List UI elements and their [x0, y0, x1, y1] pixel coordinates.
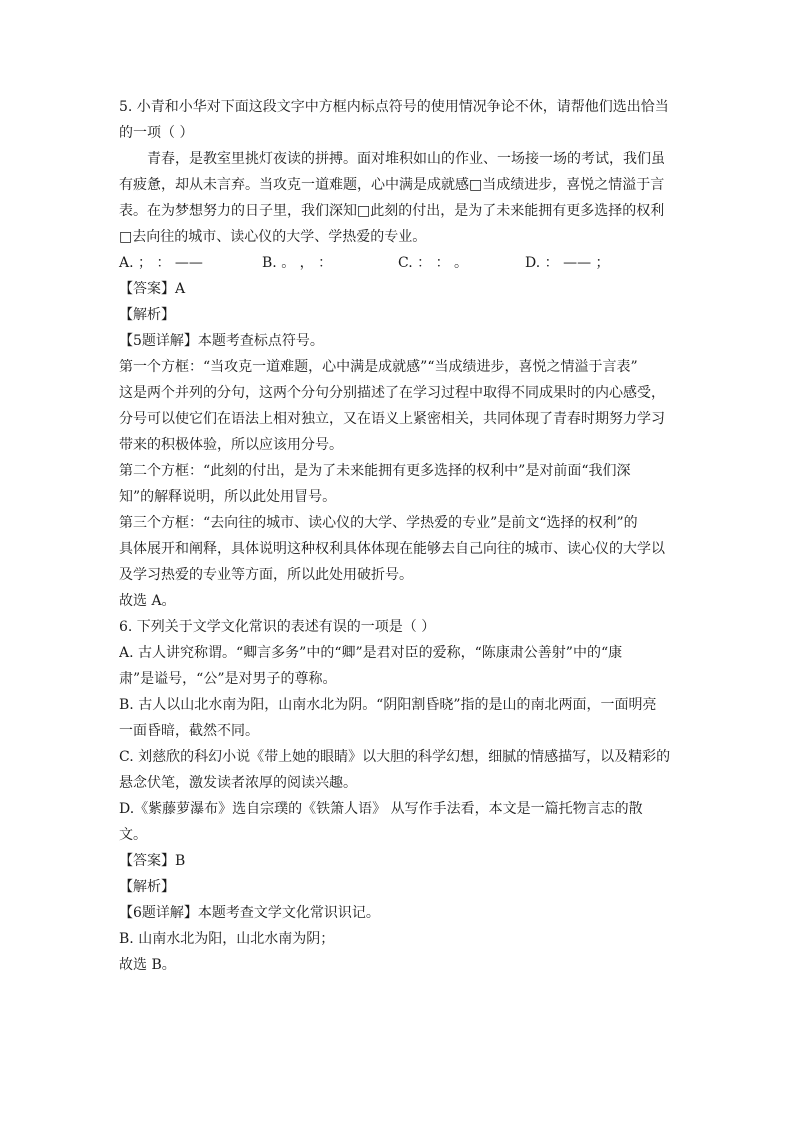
- q5-box1-line-2: 这是两个并列的分句，这两个分句分别描述了在学习过程中取得不同成果时的内心感受，: [119, 385, 665, 401]
- q6-option-a-line-1: A. 古人讲究称谓。“卿言多务”中的“卿”是君对臣的爱称，“陈康肃公善射”中的“康: [119, 645, 623, 661]
- q5-passage-line-4: □去向往的城市、读心仪的大学、学热爱的专业。: [119, 229, 427, 245]
- q6-explain: B. 山南水北为阳，山北水南为阴；: [119, 931, 335, 947]
- q5-box1-line-4: 带来的积极体验，所以应该用分号。: [119, 437, 343, 453]
- q5-option-c: C. ： ： 。: [398, 255, 469, 271]
- q5-stem-line-2: 的一项（ ）: [119, 125, 194, 141]
- q5-box3-line-1: 第三个方框：“去向往的城市、读心仪的大学、学热爱的专业”是前文“选择的权利”的: [119, 515, 638, 531]
- q5-box1-line-3: 分号可以使它们在语法上相对独立，又在语义上紧密相关，共同体现了青春时期努力学习: [119, 411, 665, 427]
- q6-answer: 【答案】B: [119, 853, 186, 869]
- q5-choose: 故选 A。: [119, 593, 176, 609]
- q5-answer: 【答案】A: [119, 281, 186, 297]
- q6-detail-title: 【6题详解】本题考查文学文化常识识记。: [119, 905, 380, 921]
- q5-box3-line-2: 具体展开和阐释，具体说明这种权利具体体现在能够去自己向往的城市、读心仪的大学以: [119, 541, 665, 557]
- q6-option-d-line-1: D.《紫藤萝瀑布》选自宗璞的《铁箫人语》 从写作手法看，本文是一篇托物言志的散: [119, 801, 643, 817]
- q6-stem: 6. 下列关于文学文化常识的表述有误的一项是（ ）: [119, 619, 436, 635]
- q6-option-c-line-1: C. 刘慈欣的科幻小说《带上她的眼睛》以大胆的科学幻想，细腻的情感描写，以及精彩的: [119, 749, 671, 765]
- q5-options: [119, 250, 675, 276]
- q6-option-a-line-2: 肃”是谥号，“公”是对男子的尊称。: [119, 671, 337, 687]
- q5-box3-line-3: 及学习热爱的专业等方面，所以此处用破折号。: [119, 567, 413, 583]
- q5-option-b: B. 。 ， ：: [262, 255, 333, 271]
- document-page: [119, 94, 675, 978]
- q5-option-a: A. ； ： ——: [119, 255, 203, 271]
- q5-box1-line-1: 第一个方框：“当攻克一道难题，心中满是成就感”“当成绩进步，喜悦之情溢于言表”: [119, 359, 638, 375]
- q6-option-c-line-2: 悬念伏笔，激发读者浓厚的阅读兴趣。: [119, 775, 357, 791]
- q6-option-d-line-2: 文。: [119, 827, 147, 843]
- q5-option-d: D. ： —— ；: [525, 255, 610, 271]
- q5-passage-line-1: 青春，是教室里挑灯夜读的拼搏。面对堆积如山的作业、一场接一场的考试，我们虽: [147, 151, 665, 167]
- q5-box2-line-2: 知”的解释说明，所以此处用冒号。: [119, 489, 337, 505]
- q5-passage-line-3: 表。在为梦想努力的日子里，我们深知□此刻的付出，是为了未来能拥有更多选择的权利: [119, 203, 665, 219]
- q5-stem-line-1: 5. 小青和小华对下面这段文字中方框内标点符号的使用情况争论不休，请帮他们选出恰当: [119, 99, 669, 115]
- q5-detail-title: 【5题详解】本题考查标点符号。: [119, 333, 324, 349]
- q6-analysis-title: 【解析】: [119, 879, 175, 895]
- q6-option-b-line-2: 一面昏暗，截然不同。: [119, 723, 259, 739]
- q6-choose: 故选 B。: [119, 957, 176, 973]
- q5-box2-line-1: 第二个方框：“此刻的付出，是为了未来能拥有更多选择的权利中”是对前面“我们深: [119, 463, 631, 479]
- q6-option-b-line-1: B. 古人以山北水南为阳，山南水北为阴。“阴阳割昏晓”指的是山的南北两面，一面明亮: [119, 697, 657, 713]
- q5-analysis-title: 【解析】: [119, 307, 175, 323]
- q5-passage-line-2: 有疲惫，却从未言弃。当攻克一道难题，心中满是成就感□当成绩进步，喜悦之情溢于言: [119, 177, 665, 193]
